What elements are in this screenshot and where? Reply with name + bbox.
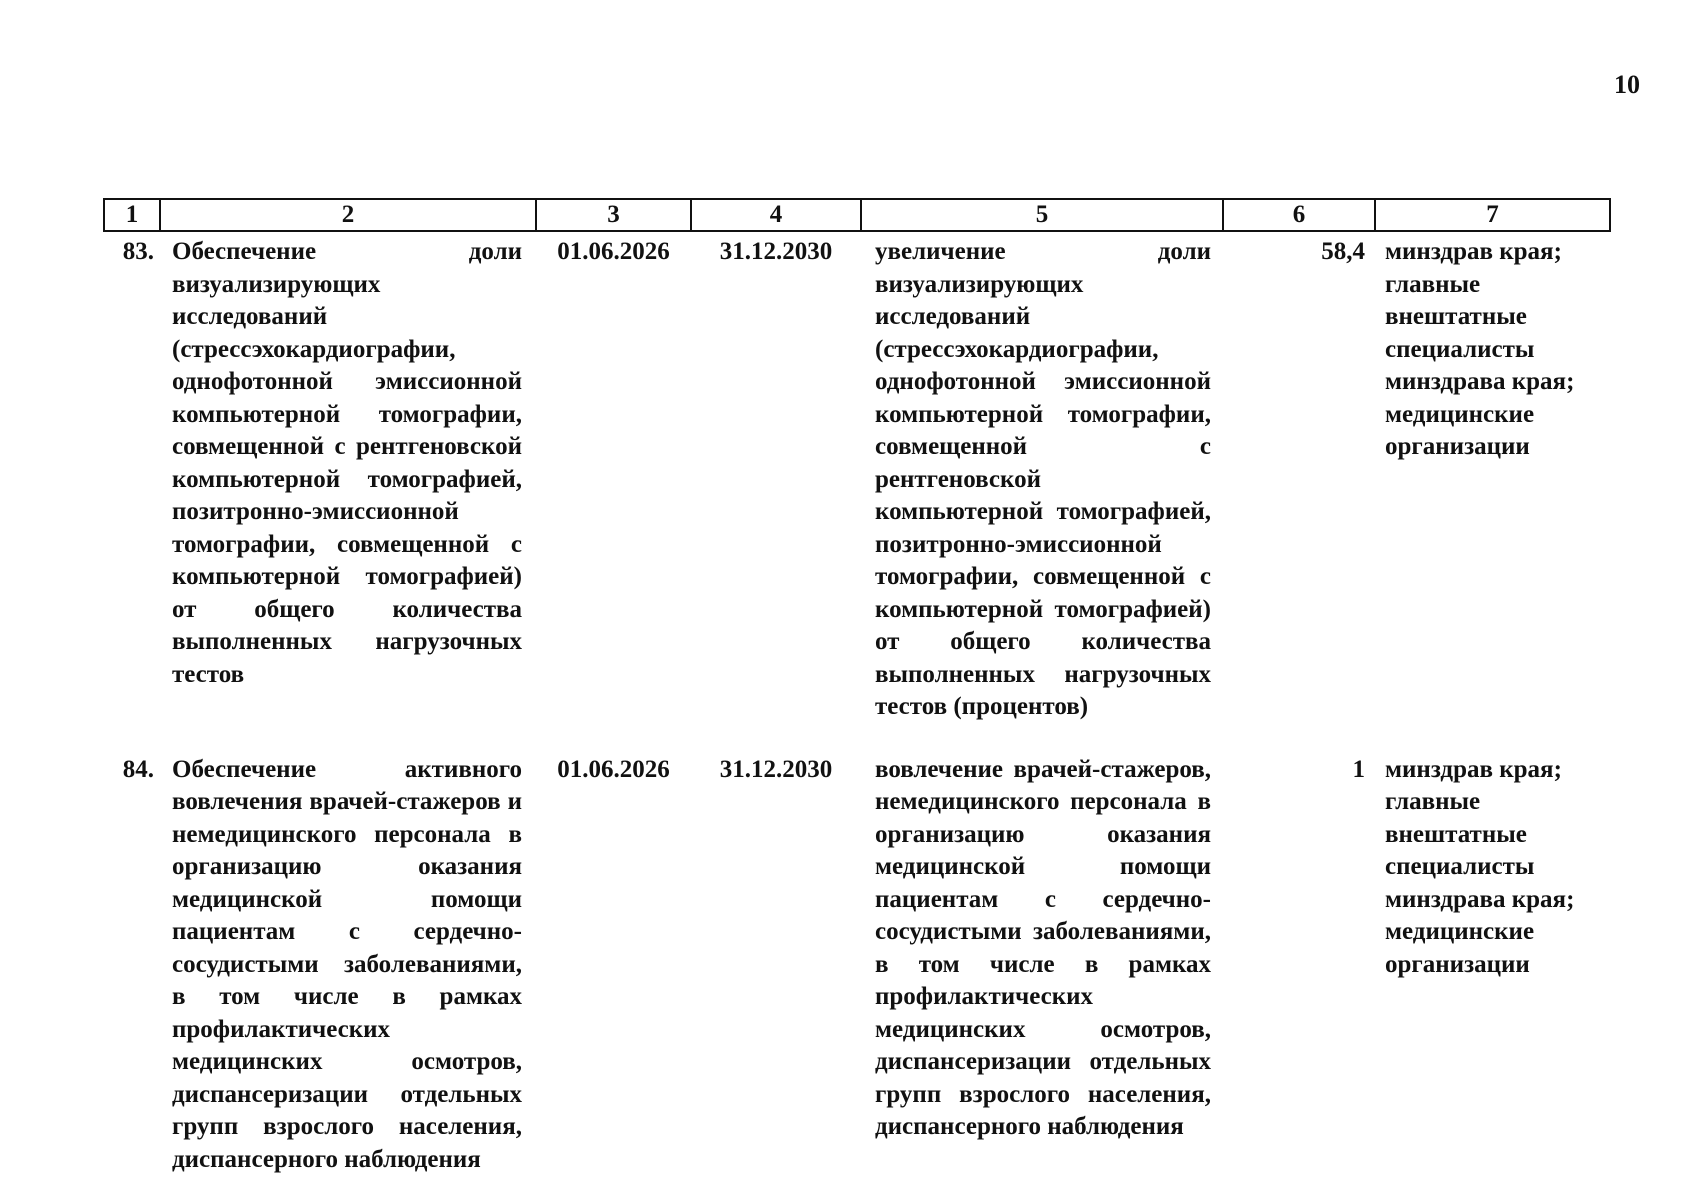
row-number: 83. (122, 238, 154, 265)
responsible-parties: минздрав края; главные внештатные специалисты минздрава края; медицинские организации (1385, 238, 1575, 460)
header-col-6: 6 (1223, 199, 1375, 231)
header-col-1: 1 (104, 199, 160, 231)
responsible-parties: минздрав края; главные внештатные специалисты минздрава края; медицинские организации (1385, 755, 1575, 978)
header-col-3: 3 (536, 199, 691, 231)
expected-result: увеличение доли визуализирующих исследований (стрессэхокардиографии, однофотонной эмиссионной компьютерной томографии, совмещенной с рентгеновской компьютерной томографией, позитронно-эмиссионной томографии, совмещенной с компьютерной томографией) от общего количества выполненных нагрузочных тестов (процентов) (875, 238, 1211, 720)
activity-name: Обеспечение доли визуализирующих исследований (стрессэхокардиографии, однофотонной эмиссионной компьютерной томографии, совмещенной с рентгеновской компьютерной томографией, позитронно-эмиссионной томографии, совмещенной с компьютерной томографией) от общего количества выполненных нагрузочных тестов (172, 238, 522, 688)
page-number: 10 (1614, 70, 1640, 99)
indicator-value: 1 (1352, 755, 1365, 783)
end-date: 31.12.2030 (719, 755, 833, 783)
header-col-5: 5 (861, 199, 1223, 231)
end-date: 31.12.2030 (719, 238, 833, 265)
expected-result: вовлечение врачей-стажеров, немедицинского персонала в организацию оказания медицинской помощи пациентам с сердечно-сосудистыми заболеваниями, в том числе в рамках профилактических медицинских осмотров, диспансеризации отдельных групп взрослого населения, диспансерного наблюдения (875, 755, 1211, 1140)
header-row (104, 199, 1610, 231)
table-row (104, 231, 1610, 724)
row-number: 84. (122, 755, 154, 783)
header-col-7: 7 (1375, 199, 1610, 231)
header-col-2: 2 (160, 199, 536, 231)
start-date: 01.06.2026 (557, 238, 670, 265)
header-col-4: 4 (691, 199, 861, 231)
activity-name: Обеспечение активного вовлечения врачей-стажеров и немедицинского персонала в организацию оказания медицинской помощи пациентам с сердечно-сосудистыми заболеваниями, в том числе в рамках профилактических медицинских осмотров, диспансеризации отдельных групп взрослого населения, диспансерного наблюдения (172, 755, 522, 1173)
indicator-value: 58,4 (1321, 238, 1365, 265)
start-date: 01.06.2026 (557, 755, 670, 783)
table-row (104, 724, 1610, 1177)
plan-table (103, 198, 1611, 1176)
